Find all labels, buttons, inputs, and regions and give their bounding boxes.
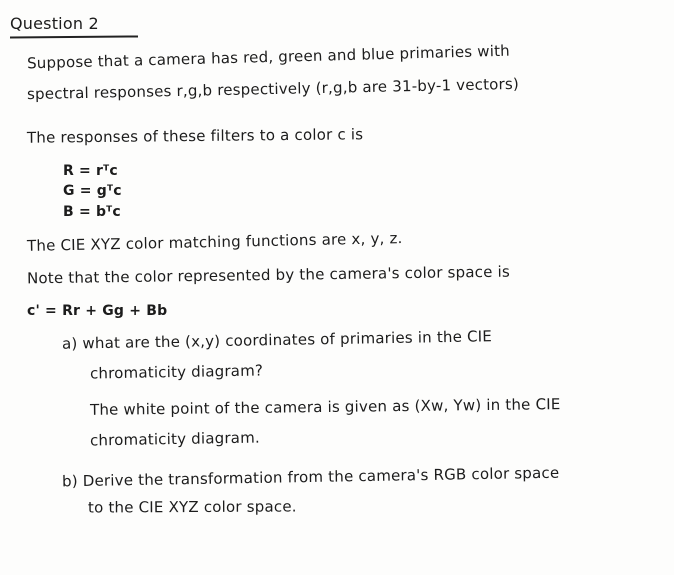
part-b-line-1: b) Derive the transformation from the camera's RGB color space: [61, 463, 560, 491]
equation-r: R = rᵀc: [63, 163, 118, 179]
part-b-line-2: to the CIE XYZ color space.: [87, 497, 297, 517]
responses-line: The responses of these filters to a color c is: [26, 125, 364, 147]
question-title: Question 2: [10, 14, 99, 33]
intro-line-1: Suppose that a camera has red, green and blue primaries with: [26, 41, 511, 73]
equation-b: B = bᵀc: [63, 204, 121, 220]
part-a-line-3: The white point of the camera is given as (Xw, Yw) in the CIE: [89, 395, 561, 419]
cie-line: The CIE XYZ color matching functions are x, y, z.: [26, 229, 403, 255]
part-a-line-1: a) what are the (x,y) coordinates of primaries in the CIE: [61, 327, 493, 353]
equation-g: G = gᵀc: [63, 183, 122, 199]
title-underline: [10, 35, 138, 38]
c-prime-equation: c' = Rr + Gg + Bb: [27, 303, 168, 319]
intro-line-2: spectral responses r,g,b respectively (r,g,b are 31-by-1 vectors): [26, 74, 520, 104]
part-a-line-2: chromaticity diagram?: [89, 361, 264, 383]
part-a-line-4: chromaticity diagram.: [89, 428, 261, 450]
note-line: Note that the color represented by the camera's color space is: [26, 262, 511, 288]
